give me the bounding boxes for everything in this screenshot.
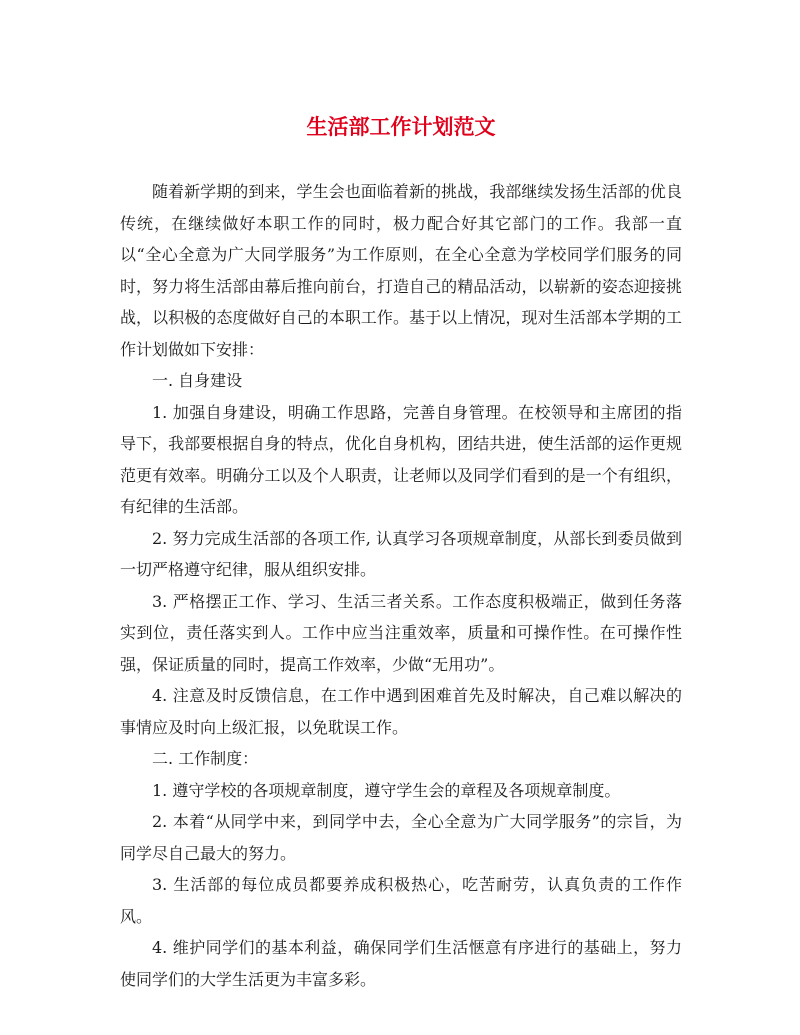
list-item: 3. 生活部的每位成员都要养成积极热心，吃苦耐劳，认真负责的工作作风。 xyxy=(120,875,682,926)
document-body xyxy=(120,176,682,995)
section-heading-self-building: 一. 自身建设 xyxy=(152,371,243,390)
document-title: 生活部工作计划范文 xyxy=(306,114,496,139)
list-item: 1. 加强自身建设，明确工作思路，完善自身管理。在校领导和主席团的指导下，我部要根据自身的特点，优化自身机构，团结共进，使生活部的运作更规范更有效率。明确分工以及个人职责，让老师以及同学们看到的是一个有组织，有纪律的生活部。 xyxy=(120,402,682,516)
list-item: 2. 本着“从同学中来，到同学中去，全心全意为广大同学服务”的宗旨，为同学尽自己最大的努力。 xyxy=(120,812,682,863)
section-heading-work-rules: 二. 工作制度： xyxy=(152,749,259,768)
list-item: 1. 遵守学校的各项规章制度，遵守学生会的章程及各项规章制度。 xyxy=(152,780,621,800)
list-item: 4. 注意及时反馈信息，在工作中遇到困难首先及时解决，自己难以解决的事情应及时向上级汇报，以免耽误工作。 xyxy=(120,686,682,737)
list-item: 3. 严格摆正工作、学习、生活三者关系。工作态度积极端正，做到任务落实到位，责任落实到人。工作中应当注重效率，质量和可操作性。在可操作性强，保证质量的同时，提高工作效率，少做“无用功”。 xyxy=(120,591,682,674)
list-item: 4. 维护同学们的基本利益，确保同学们生活惬意有序进行的基础上，努力使同学们的大学生活更为丰富多彩。 xyxy=(120,938,682,989)
list-item: 2. 努力完成生活部的各项工作, 认真学习各项规章制度，从部长到委员做到一切严格遵守纪律，服从组织安排。 xyxy=(120,528,682,579)
intro-paragraph: 随着新学期的到来，学生会也面临着新的挑战，我部继续发扬生活部的优良传统，在继续做好本职工作的同时，极力配合好其它部门的工作。我部一直以“全心全意为广大同学服务”为工作原则，在全心全意为学校同学们服务的同时，努力将生活部由幕后推向前台，打造自己的精品活动，以崭新的姿态迎接挑战，以积极的态度做好自己的本职工作。基于以上情况，现对生活部本学期的工作计划做如下安排： xyxy=(120,182,682,359)
